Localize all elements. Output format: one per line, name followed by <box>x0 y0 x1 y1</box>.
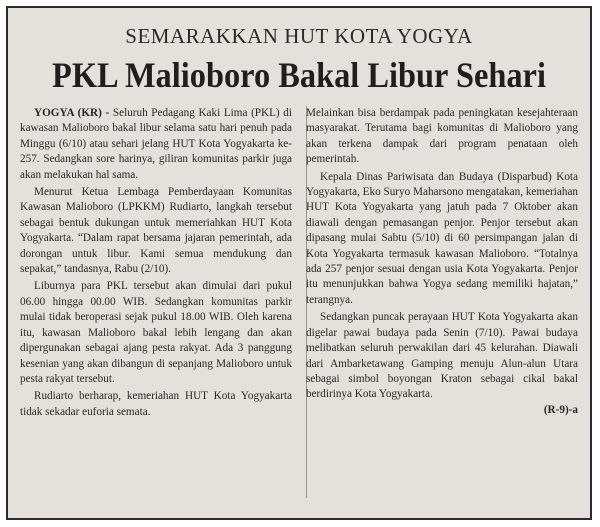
article-headline: PKL Malioboro Bakal Libur Sehari <box>52 55 546 95</box>
paragraph <box>20 106 292 183</box>
article-kicker: SEMARAKKAN HUT KOTA YOGYA <box>125 24 473 48</box>
paragraph: Liburnya para PKL tersebut akan dimulai dari pukul 06.00 hingga 00.00 WIB. Sedangkan komunitas parkir mulai tidak beroperasi sejak pukul 18.00 WIB. Oleh karena itu, kawasan Malioboro bakal lebih lengang dan akan dipergunakan sebagai ajang pesta rakyat. Ada 3 panggung kesenian yang akan dibangun di sepanjang Malioboro untuk pesta rakyat tersebut. <box>20 280 292 385</box>
paragraph: Sedangkan puncak perayaan HUT Kota Yogyakarta akan digelar pawai budaya pada Senin (7/10). Pawai budaya melibatkan seluruh perwakilan dari 45 kelurahan. Diawali dari Ambarketawang Gamping menuju Alun-alun Utara sebagai simbol boyongan Kraton sebagai cikal bakal berdirinya Kota Yogyakarta. <box>306 311 578 401</box>
article-body <box>20 106 578 506</box>
article-column-2 <box>306 106 578 506</box>
paragraph: Rudiarto berharap, kemeriahan HUT Kota Yogyakarta tidak sekadar euforia semata. <box>20 390 292 418</box>
paragraph: Menurut Ketua Lembaga Pemberdayaan Komunitas Kawasan Malioboro (LPKKM) Rudiarto, langkah tersebut sebagai bentuk dukungan untuk memeriahkan HUT Kota Yogyakarta. “Dalam rapat bersama jajaran pemerintah, ada dorongan untuk libur. Kami semua mendukung dan sepakat,” tandasnya, Rabu (2/10). <box>20 186 292 276</box>
paragraph: Kepala Dinas Pariwisata dan Budaya (Disparbud) Kota Yogyakarta, Eko Suryo Maharsono mengatakan, kemeriahan HUT Kota Yogyakarta yang jatuh pada 7 Oktober akan diawali dengan pemasangan penjor. Penjor tersebut akan dipasang mulai Sabtu (5/10) di 60 persimpangan jalan di Kota Yogyakarta termasuk kawasan Malioboro. “Totalnya ada 257 penjor sesuai dengan usia Kota Yogyakarta. Penjor itu menunjukkan bahwa Yogya sedang memiliki hajatan,” terangnya. <box>306 170 578 306</box>
dateline: YOGYA (KR) - <box>34 107 110 119</box>
author-signoff: (R-9)-a <box>543 403 578 416</box>
paragraph-text: Seluruh Pedagang Kaki Lima (PKL) di kawasan Malioboro bakal libur selama satu hari penuh pada Minggu (6/10) atau sehari jelang HUT Kota Yogyakarta ke-257. Sedangkan sore harinya, giliran komunitas parkir juga akan melakukan hal sama. <box>20 107 292 181</box>
paragraph: Melainkan bisa berdampak pada peningkatan kesejahteraan masyarakat. Terutama bagi komunitas di Malioboro yang akan terkena dampak dari program penataan oleh pemerintah. <box>306 107 578 166</box>
article-column-1 <box>20 106 292 506</box>
